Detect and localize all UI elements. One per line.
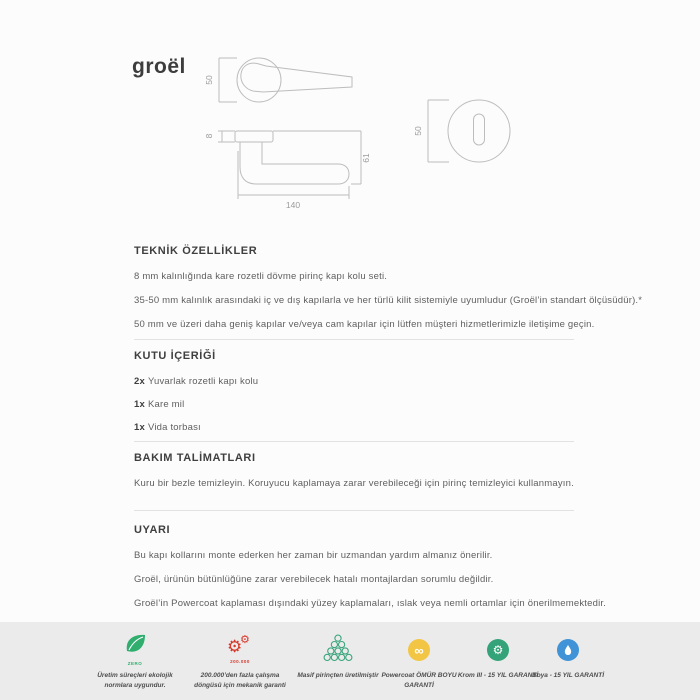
certification-footer — [0, 622, 700, 700]
section-heading: BAKIM TALİMATLARI — [134, 452, 256, 464]
section-divider — [134, 441, 574, 442]
brass-pyramid-icon — [323, 634, 353, 667]
escutcheon-diameter-label: 50 — [413, 126, 423, 136]
side-thickness-label: 8 — [204, 133, 214, 139]
section-heading: UYARI — [134, 524, 171, 536]
warning-paragraph: Groël, ürünün bütünlüğüne zarar verebilecek hatalı montajlardan sorumlu değildir. — [134, 574, 494, 585]
front-lever-outline — [241, 63, 352, 92]
box-content-item — [134, 376, 654, 387]
side-height-label: 61 — [361, 153, 371, 163]
item-qty: 1x — [134, 422, 145, 433]
section-technical-specs — [134, 245, 654, 343]
spec-paragraph: 35-50 mm kalınlık arasındaki iç ve dış kapılarla ve her türlü kilit sistemiyle uyumludur (Groël’in standart ölçüsüdür).* — [134, 295, 643, 306]
care-paragraph: Kuru bir bezle temizleyin. Koruyucu kaplamaya zarar verebileceği için pirinç temizleyici kullanmayın. — [134, 478, 574, 489]
gears-icon: ⚙ ⚙ — [227, 633, 250, 656]
item-label: Vida torbası — [147, 422, 201, 433]
section-heading: TEKNİK ÖZELLİKLER — [134, 245, 258, 257]
badge-caption: Krom III - 15 YIL GARANTİ — [457, 672, 539, 679]
section-box-contents — [134, 350, 654, 445]
side-handle-outline — [240, 142, 349, 184]
front-diameter-label: 50 — [204, 75, 214, 85]
badge-caption: Masif pirinçten üretilmiştir — [297, 672, 379, 679]
badge-caption: Üretim süreçleri ekolojik normlara uygundur. — [97, 672, 173, 689]
warning-paragraph: Bu kapı kollarını monte ederken her zaman bir uzmandan yardım almanız önerilir. — [134, 550, 493, 561]
section-divider — [134, 339, 574, 340]
badge-caption: Powercoat ÖMÜR BOYU GARANTİ — [381, 672, 457, 689]
badge-ecology — [83, 632, 187, 691]
item-label: Kare mil — [147, 399, 185, 410]
gears-icon-text: 200.000 — [230, 658, 250, 664]
section-care-instructions — [134, 452, 654, 502]
warning-paragraph: Groël’in Powercoat kaplaması dışındaki yüzey kaplamaları, ıslak veya nemli ortamlar için önerilmemektedir. — [134, 598, 607, 609]
leaf-icon-text: ZERO — [127, 661, 143, 666]
side-rosette-outline — [235, 131, 273, 142]
badge-paint-warranty — [516, 632, 620, 681]
powercoat-badge-icon: ∞ — [408, 639, 430, 661]
section-warning — [134, 524, 654, 622]
front-rosette-outline — [237, 58, 281, 102]
item-qty: 1x — [134, 399, 145, 410]
keyhole-slot-outline — [474, 114, 485, 145]
badge-caption: Boya - 15 YIL GARANTİ — [532, 672, 604, 679]
badge-caption: 200.000’den fazla çalışma döngüsü için mekanik garanti — [194, 672, 286, 689]
technical-drawing — [0, 0, 700, 230]
box-content-item — [134, 399, 654, 410]
paint-badge-icon — [557, 639, 579, 661]
brand-logo: groël — [132, 55, 186, 78]
section-heading: KUTU İÇERİĞİ — [134, 350, 216, 362]
spec-paragraph: 50 mm ve üzeri daha geniş kapılar ve/veya cam kapılar için lütfen müşteri hizmetlerimizle iletişime geçin. — [134, 319, 595, 330]
badge-mechanical-warranty — [188, 632, 292, 691]
chrome-badge-icon: ⚙ — [487, 639, 509, 661]
side-thickness-dim-lines — [218, 131, 235, 142]
escutcheon-outline — [448, 100, 510, 162]
section-divider — [134, 510, 574, 511]
side-length-dim-lines — [238, 151, 349, 199]
leaf-icon — [123, 634, 147, 659]
item-label: Yuvarlak rozetli kapı kolu — [147, 376, 259, 387]
spec-paragraph: 8 mm kalınlığında kare rozetli dövme pirinç kapı kolu seti. — [134, 271, 388, 282]
escutcheon-dim-lines — [428, 100, 449, 162]
item-qty: 2x — [134, 376, 145, 387]
front-dim-lines — [219, 58, 237, 102]
side-length-label: 140 — [285, 200, 301, 210]
side-height-dim-lines — [273, 131, 361, 184]
box-content-item — [134, 422, 654, 433]
